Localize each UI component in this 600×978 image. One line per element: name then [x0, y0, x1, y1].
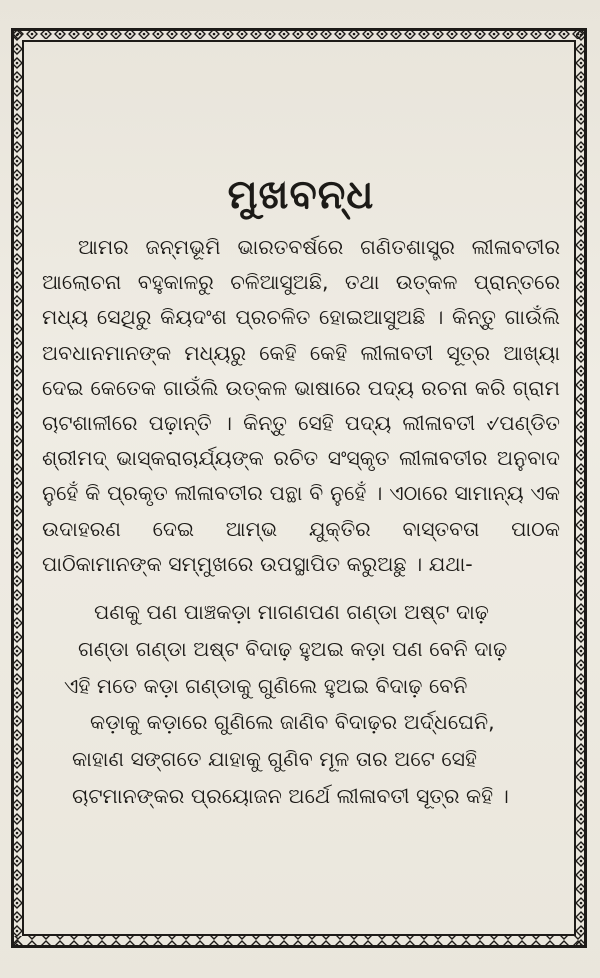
page-content — [42, 170, 560, 815]
verse-line: କାହାଣ ସଙ୍ଗତେ ଯାହାକୁ ଗୁଣିବ ମୂଳ ତାର ଅଟେ ସେହି — [72, 747, 477, 772]
verse-block — [42, 594, 560, 815]
verse-line: ଏହି ମତେ କଡ଼ା ଗଣ୍ଡାକୁ ଗୁଣିଲେ ହୁଅଇ ବିଦାଢ଼ ବେନି — [64, 673, 468, 698]
verse-line: ଚାଟମାନଙ୍କର ପ୍ରୟୋଜନ ଅର୍ଥେ ଲୀଳାବତୀ ସୂତ୍ର କହି । — [72, 784, 509, 809]
page-title: ମୁଖବନ୍ଧ — [227, 172, 375, 218]
verse-line: ଗଣ୍ଡା ଗଣ୍ଡା ଅଷ୍ଟ ବିଦାଢ଼ ହୁଅଇ କଡ଼ା ପଣ ବେନି ଦାଢ଼ — [78, 636, 508, 661]
preface-paragraph: ଆମର ଜନ୍ମଭୂମି ଭାରତବର୍ଷରେ ଗଣିତଶାସ୍ତ୍ର ଲୀଳାବତୀର ଆଲୋଚନା ବହୁକାଳରୁ ଚଳିଆସୁଅଛି, ତଥା ଉତ୍କଳ ପ୍ରାନ୍ତରେ ମଧ୍ୟ ସେଥିରୁ କିୟଦଂଶ ପ୍ରଚଳିତ ହୋଇଆସୁଅଛି । କିନ୍ତୁ ଗାଉଁଲି ଅବଧାନମାନଙ୍କ ମଧ୍ୟରୁ କେହି କେହି ଲୀଳାବତୀ ସୂତ୍ର ଆଖ୍ୟା ଦେଇ କେତେକ ଗାଉଁଲି ଉତ୍କଳ ଭାଷାରେ ପଦ୍ୟ ରଚନା କରି ଗ୍ରାମ ଚାଟଶାଳୀରେ ପଢ଼ାନ୍ତି । କିନ୍ତୁ ସେହି ପଦ୍ୟ ଲୀଳାବତୀ ୰ପଣ୍ଡିତ ଶ୍ରୀମଦ୍ ଭାସ୍କରାଚାର୍ଯ୍ୟଙ୍କ ରଚିତ ସଂସ୍କୃତ ଲୀଳାବତୀର ଅନୁବାଦ ନୁହେଁ କି ପ୍ରକୃତ ଲୀଳାବତୀର ପନ୍ଥା ବି ନୁହେଁ । ଏଠାରେ ସାମାନ୍ୟ ଏକ ଉଦାହରଣ ଦେଇ ଆମ୍ଭ ଯୁକ୍ତିର ବାସ୍ତବତା ପାଠକ ପାଠିକାମାନଙ୍କ ସମ୍ମୁଖରେ ଉପସ୍ଥାପିତ କରୁଅଛୁ । ଯଥା- — [42, 235, 560, 576]
verse-line: କଡ଼ାକୁ କଡ଼ାରେ ଗୁଣିଲେ ଜାଣିବ ବିଦାଢ଼ର ଅର୍ଦ୍ଧଘେନି, — [90, 710, 495, 735]
verse-line: ପଣକୁ ପଣ ପାଞ୍ଚକଡ଼ା ମାଗଣପଣ ଗଣ୍ଡା ଅଷ୍ଟ ଦାଢ଼ — [94, 600, 489, 625]
